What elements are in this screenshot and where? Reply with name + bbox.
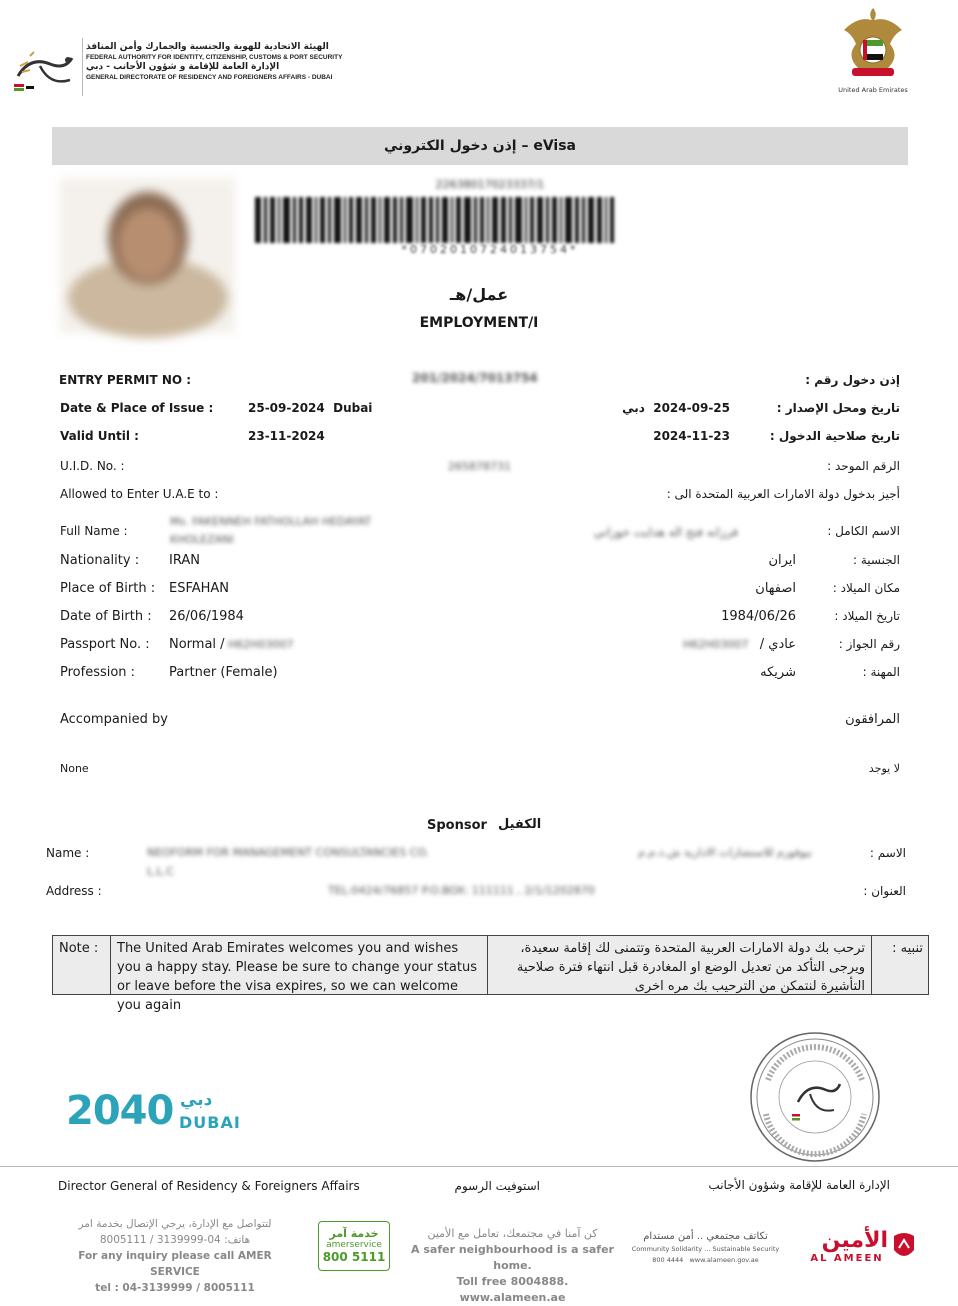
note-table [52,935,929,1013]
accompanied-value-ar: لا يوجد [868,762,900,775]
amer-contact-ar-2: هاتف: 04-3139999 / 8005111 [99,1234,251,1246]
barcode-bar [270,197,275,243]
header-divider [82,38,83,96]
profession-value-ar: شريكه [760,665,796,680]
note-text-en: The United Arab Emirates welcomes you and wishes you a happy stay. Please be sure to change your status or leave before the visa expires, so we can welcome you again [111,936,488,994]
barcode-bar [546,197,549,243]
sponsor-name-value-line2: L.L.C [147,865,174,878]
authority-text [86,42,346,82]
barcode-bar [429,197,433,243]
issue-label-ar: تاريخ ومحل الإصدار : [776,401,900,415]
barcode-bar [334,197,341,243]
sponsor-heading-en: Sponsor [427,818,487,833]
place-of-birth-value: ESFAHAN [169,581,230,596]
ameen-slogan-en-1: A safer neighbourhood is a safer home. [411,1243,614,1272]
amer-contact-en-2: tel : 04-3139999 / 8005111 [95,1282,255,1294]
place-of-birth-value-ar: اصفهان [755,581,796,596]
issue-label: Date & Place of Issue : [60,401,214,415]
barcode-bar [565,197,572,243]
amer-badge [318,1221,390,1271]
barcode-bar [421,197,426,243]
barcode-bar [552,197,557,243]
passport-label: Passport No. : [60,637,150,652]
place-of-birth-label-ar: مكان الميلاد : [832,581,900,595]
barcode-bar [278,197,280,243]
barcode-bar [356,197,362,243]
barcode-bar [575,197,579,243]
barcode-bar [379,197,381,243]
barcode-bar [315,197,317,243]
full-name-value-ar: فرزانه فتح اله هدايت خوزاني [593,525,738,539]
barcode-bar [525,197,527,243]
uid-label: U.I.D. No. : [60,459,125,473]
amer-badge-ar: خدمة آمر [329,1227,379,1240]
barcode-bar [456,197,461,243]
barcode-bar [400,197,403,243]
community-ar: تكاتف مجتمعي .. أمن مستدام [643,1231,768,1242]
issue-value: 25-09-2024 Dubai [248,401,373,415]
dubai-2040-number: 2040 [66,1088,174,1134]
footer-divider [0,1166,958,1167]
barcode-bar [406,197,413,243]
uid-label-ar: الرقم الموحد : [827,459,900,473]
amer-contact [60,1216,290,1296]
uid-value: 265878731 [448,460,511,473]
dubai-2040-en: DUBAI [179,1113,241,1132]
barcode-bar [530,197,534,243]
directorate-name-ar: الإدارة العامة للإقامة و شؤون الأجانب - دبي [86,62,280,72]
note-text-ar: ترحب بك دولة الامارات العربية المتحدة وتتمنى لك إقامة سعيدة، ويرجى التأكد من تعديل الوضع او المغادرة قبل انتهاء فترة صلاحية التأشيرة لنتمكن من الترحيب بك مره اخرى [488,936,872,994]
note-label-en: Note : [53,936,111,994]
barcode-bar [328,197,331,243]
accompanied-value: None [60,762,89,775]
uae-emblem [838,4,908,82]
sponsor-name-value: NEOFORM FOR MANAGEMENT CONSULTANCIES CO. [147,846,430,859]
place-of-birth-label: Place of Birth : [60,581,156,596]
sponsor-name-label-ar: الاسم : [869,846,906,860]
valid-until-value: 23-11-2024 [248,429,325,443]
issue-value-ar: 2024-09-25 دبي [622,401,730,415]
profession-label-ar: المهنة : [862,665,900,679]
full-name-label: Full Name : [60,524,128,538]
barcode-bar [560,197,562,243]
community-en: Community Solidarity ... Sustainable Security [631,1245,780,1253]
barcode-bar [442,197,448,243]
barcode-bar [582,197,585,243]
passport-number: H62H03007 [228,638,294,651]
alameen-logo-ar: الأمين [821,1228,888,1253]
barcode-bar [451,197,453,243]
barcode-bar [436,197,439,243]
ameen-slogan [405,1226,620,1306]
barcode-bar [610,197,614,243]
date-of-birth-label: Date of Birth : [60,609,152,624]
barcode-bar [306,197,312,243]
amer-contact-en-1: For any inquiry please call AMER SERVICE [78,1250,272,1278]
passport-type: Normal / [169,637,225,652]
amer-badge-en: amerservice [326,1240,382,1250]
nationality-label: Nationality : [60,553,140,568]
authority-name-ar: الهيئة الاتحادية للهوية والجنسية والجمارك وأمن المنافذ [86,42,329,52]
full-name-label-ar: الاسم الكامل : [827,524,900,538]
full-name-value-line2: KHOLEZANI [170,533,234,546]
sponsor-address-value: TEL:0424/76857 P.O.BOX: 111111 , 2/1/1202870 [328,884,595,897]
barcode-bar [605,197,607,243]
barcode-bottom-number: *0702010724013754* [401,243,579,256]
valid-until-label-ar: تاريخ صلاحية الدخول : [769,429,900,443]
allowed-label-ar: أجيز بدخول دولة الامارات العربية المتحدة الى : [666,487,900,501]
alameen-logo-en: AL AMEEN [810,1253,884,1264]
entry-permit-value: 201/2024/7013754 [412,371,538,385]
note-label-ar: تنبيه : [892,941,923,956]
sponsor-name-value-ar: نيوفورم للاستشارات الادارية ش.ذ.م.م [638,846,812,859]
visa-type-en: EMPLOYMENT/I [419,315,539,331]
signature-middle: استوفيت الرسوم [454,1179,540,1193]
accompanied-label-ar: المرافقون [845,712,900,727]
barcode-bar [283,197,290,243]
barcode-bar [515,197,522,243]
barcode-bar [480,197,484,243]
barcode-bar [349,197,353,243]
valid-until-value-ar: 2024-11-23 [653,429,730,443]
visa-type-ar: عمل/هـ [449,285,509,304]
ameen-slogan-en-2: Toll free 8004888. www.alameen.ae [456,1275,569,1304]
barcode-bar [492,197,498,243]
full-name-value: Ms. FAKENNEH FATHOLLAH HEDAYAT [170,515,372,528]
barcode-top-number: 22638017023337/1 [435,178,545,191]
profession-value: Partner (Female) [169,665,278,680]
barcode-bar [464,197,471,243]
barcode-bar [588,197,594,243]
profession-label: Profession : [60,665,136,680]
barcode-bar [416,197,418,243]
signature-left: Director General of Residency & Foreigners Affairs [58,1179,360,1193]
nationality-value: IRAN [169,553,200,568]
barcode-bar [537,197,543,243]
document-title: إذن دخول الكتروني – eVisa [52,127,908,165]
alameen-hand-icon [890,1230,918,1264]
community-contacts: 800 4444 www.alameen.gov.ae [652,1256,759,1264]
sponsor-address-label-ar: العنوان : [863,884,906,898]
barcode-bar [320,197,325,243]
barcode-bar [487,197,489,243]
barcode-bar [293,197,296,243]
amer-badge-number: 800 5111 [322,1250,386,1264]
nationality-value-ar: ايران [768,553,796,568]
passport-label-ar: رقم الجواز : [838,637,900,651]
emblem-caption: United Arab Emirates [838,86,908,94]
barcode-bar [384,197,390,243]
date-of-birth-value: 26/06/1984 [169,609,244,624]
allowed-label: Allowed to Enter U.A.E to : [60,487,219,501]
barcode-bar [255,197,261,243]
applicant-photo [60,178,235,333]
barcode-bar [365,197,368,243]
barcode-bar [299,197,303,243]
sponsor-address-label: Address : [46,884,102,898]
official-stamp [748,1030,882,1164]
barcode-bar [597,197,602,243]
barcode [255,197,720,243]
sponsor-heading-ar: الكفيل [498,817,542,832]
barcode-bar [501,197,506,243]
barcode-bar [344,197,346,243]
passport-type-ar: عادي / [759,637,796,652]
sponsor-name-label: Name : [46,846,90,860]
barcode-bar [393,197,397,243]
authority-logo [10,36,80,96]
date-of-birth-value-ar: 1984/06/26 [721,609,796,624]
date-of-birth-label-ar: تاريخ الميلاد : [834,609,900,623]
nationality-label-ar: الجنسية : [853,553,900,567]
directorate-name-en: GENERAL DIRECTORATE OF RESIDENCY AND FOREIGNERS AFFAIRS - DUBAI [86,74,333,81]
barcode-bar [474,197,477,243]
accompanied-label: Accompanied by [60,712,168,727]
amer-contact-ar-1: لتتواصل مع الإدارة، يرجي الإتصال بخدمة امر [78,1218,272,1230]
valid-until-label: Valid Until : [60,429,139,443]
passport-number-ar: H62H03007 [683,638,749,651]
authority-name-en: FEDERAL AUTHORITY FOR IDENTITY, CITIZENSHIP, CUSTOMS & PORT SECURITY [86,54,343,61]
barcode-bar [509,197,512,243]
barcode-bar [264,197,267,243]
signature-right: الإدارة العامة للإقامة وشؤون الأجانب [708,1178,890,1192]
community-block [628,1230,783,1266]
dubai-2040-ar: دبي [180,1090,213,1110]
barcode-bar [371,197,376,243]
entry-permit-label: ENTRY PERMIT NO : [59,373,192,387]
ameen-slogan-ar: كن آمنا في مجتمعك، تعامل مع الأمين [427,1227,598,1240]
entry-permit-label-ar: إذن دخول رقم : [805,373,900,387]
alameen-logo [802,1228,920,1268]
